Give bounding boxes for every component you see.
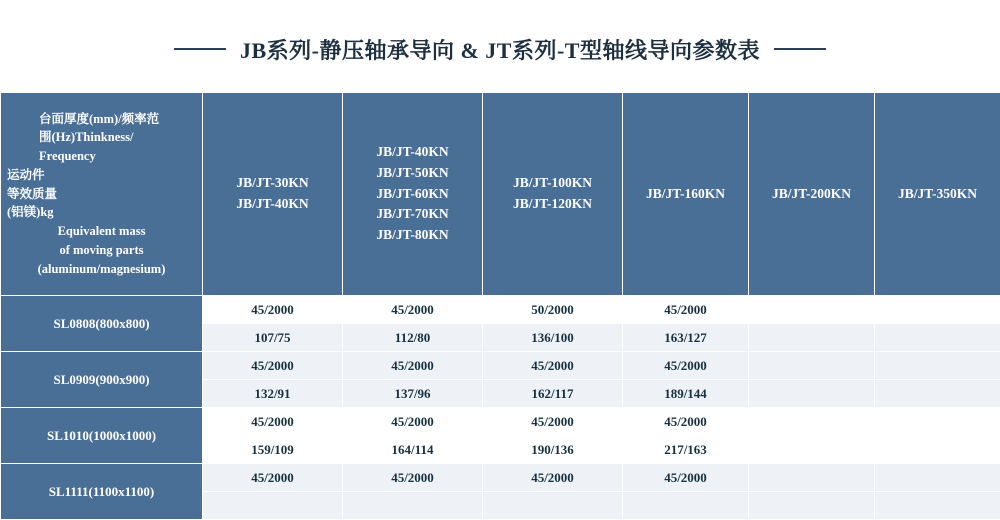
cell-r3b-c4: [749, 492, 875, 520]
table-row: [1, 464, 1000, 492]
parameter-table: [0, 92, 1000, 520]
cell-r3b-c2: [483, 492, 623, 520]
column-header-2-line-0: JB/JT-100KN: [486, 173, 619, 194]
cell-r2b-c4: [749, 436, 875, 464]
cell-r1a-c4: [749, 352, 875, 380]
cell-r2b-c5: [875, 436, 1000, 464]
cell-r0a-c0: 45/2000: [203, 296, 343, 324]
column-header-1: [343, 93, 483, 296]
column-header-2-line-1: JB/JT-120KN: [486, 194, 619, 215]
cell-r1a-c5: [875, 352, 1000, 380]
cell-r1a-c3: 45/2000: [623, 352, 749, 380]
cell-r0b-c1: 112/80: [343, 324, 483, 352]
cell-r0b-c2: 136/100: [483, 324, 623, 352]
cell-r2a-c2: 45/2000: [483, 408, 623, 436]
table-header-row: [1, 93, 1000, 296]
corner-line-4: 等效质量: [5, 185, 198, 204]
cell-r2b-c1: 164/114: [343, 436, 483, 464]
column-header-1-line-0: JB/JT-40KN: [346, 142, 479, 163]
cell-r3b-c1: [343, 492, 483, 520]
cell-r2a-c0: 45/2000: [203, 408, 343, 436]
cell-r3b-c3: [623, 492, 749, 520]
cell-r1a-c0: 45/2000: [203, 352, 343, 380]
cell-r1b-c2: 162/117: [483, 380, 623, 408]
cell-r1b-c3: 189/144: [623, 380, 749, 408]
corner-line-8: (aluminum/magnesium): [5, 260, 198, 279]
cell-r3a-c4: [749, 464, 875, 492]
row-label-1: SL0909(900x900): [1, 352, 203, 408]
cell-r0a-c2: 50/2000: [483, 296, 623, 324]
table-corner-header: [1, 93, 203, 296]
cell-r1a-c2: 45/2000: [483, 352, 623, 380]
corner-line-6: Equivalent mass: [5, 222, 198, 241]
cell-r0b-c3: 163/127: [623, 324, 749, 352]
cell-r3a-c2: 45/2000: [483, 464, 623, 492]
page-title-text: JB系列-静压轴承导向 & JT系列-T型轴线导向参数表: [240, 34, 760, 65]
corner-line-0: 台面厚度(mm)/频率范: [5, 110, 198, 129]
row-label-0: SL0808(800x800): [1, 296, 203, 352]
table-header: [1, 93, 1000, 296]
column-header-4: [749, 93, 875, 296]
corner-line-1: 围(Hz)Thinkness/: [5, 128, 198, 147]
title-rule-right: [774, 48, 826, 50]
corner-line-7: of moving parts: [5, 241, 198, 260]
cell-r2a-c3: 45/2000: [623, 408, 749, 436]
column-header-1-line-1: JB/JT-50KN: [346, 163, 479, 184]
cell-r3a-c5: [875, 464, 1000, 492]
column-header-0: [203, 93, 343, 296]
cell-r3a-c3: 45/2000: [623, 464, 749, 492]
column-header-0-line-1: JB/JT-40KN: [206, 194, 339, 215]
cell-r3b-c0: [203, 492, 343, 520]
cell-r2a-c1: 45/2000: [343, 408, 483, 436]
cell-r0a-c3: 45/2000: [623, 296, 749, 324]
table-body: [1, 296, 1000, 520]
column-header-4-line-0: JB/JT-200KN: [752, 184, 871, 205]
cell-r1a-c1: 45/2000: [343, 352, 483, 380]
cell-r2a-c4: [749, 408, 875, 436]
cell-r2b-c3: 217/163: [623, 436, 749, 464]
column-header-3: [623, 93, 749, 296]
column-header-0-line-0: JB/JT-30KN: [206, 173, 339, 194]
cell-r3b-c5: [875, 492, 1000, 520]
column-header-5: [875, 93, 1000, 296]
cell-r1b-c5: [875, 380, 1000, 408]
column-header-3-line-0: JB/JT-160KN: [626, 184, 745, 205]
cell-r0b-c5: [875, 324, 1000, 352]
parameter-table-wrapper: [0, 92, 1000, 520]
cell-r0b-c0: 107/75: [203, 324, 343, 352]
page-title: [0, 0, 1000, 92]
corner-line-5: (铝镁)kg: [5, 203, 198, 222]
table-row: [1, 408, 1000, 436]
cell-r0a-c4: [749, 296, 875, 324]
cell-r0b-c4: [749, 324, 875, 352]
column-header-5-line-0: JB/JT-350KN: [878, 184, 997, 205]
row-label-3: SL1111(1100x1100): [1, 464, 203, 520]
cell-r0a-c1: 45/2000: [343, 296, 483, 324]
cell-r2b-c2: 190/136: [483, 436, 623, 464]
cell-r3a-c1: 45/2000: [343, 464, 483, 492]
cell-r1b-c4: [749, 380, 875, 408]
cell-r2a-c5: [875, 408, 1000, 436]
cell-r0a-c5: [875, 296, 1000, 324]
corner-line-3: 运动件: [5, 166, 198, 185]
column-header-1-line-3: JB/JT-70KN: [346, 204, 479, 225]
cell-r2b-c0: 159/109: [203, 436, 343, 464]
cell-r3a-c0: 45/2000: [203, 464, 343, 492]
column-header-1-line-4: JB/JT-80KN: [346, 225, 479, 246]
cell-r1b-c1: 137/96: [343, 380, 483, 408]
table-row: [1, 296, 1000, 324]
row-label-2: SL1010(1000x1000): [1, 408, 203, 464]
corner-line-2: Frequency: [5, 147, 198, 166]
title-rule-left: [174, 48, 226, 50]
column-header-1-line-2: JB/JT-60KN: [346, 184, 479, 205]
cell-r1b-c0: 132/91: [203, 380, 343, 408]
column-header-2: [483, 93, 623, 296]
table-row: [1, 352, 1000, 380]
